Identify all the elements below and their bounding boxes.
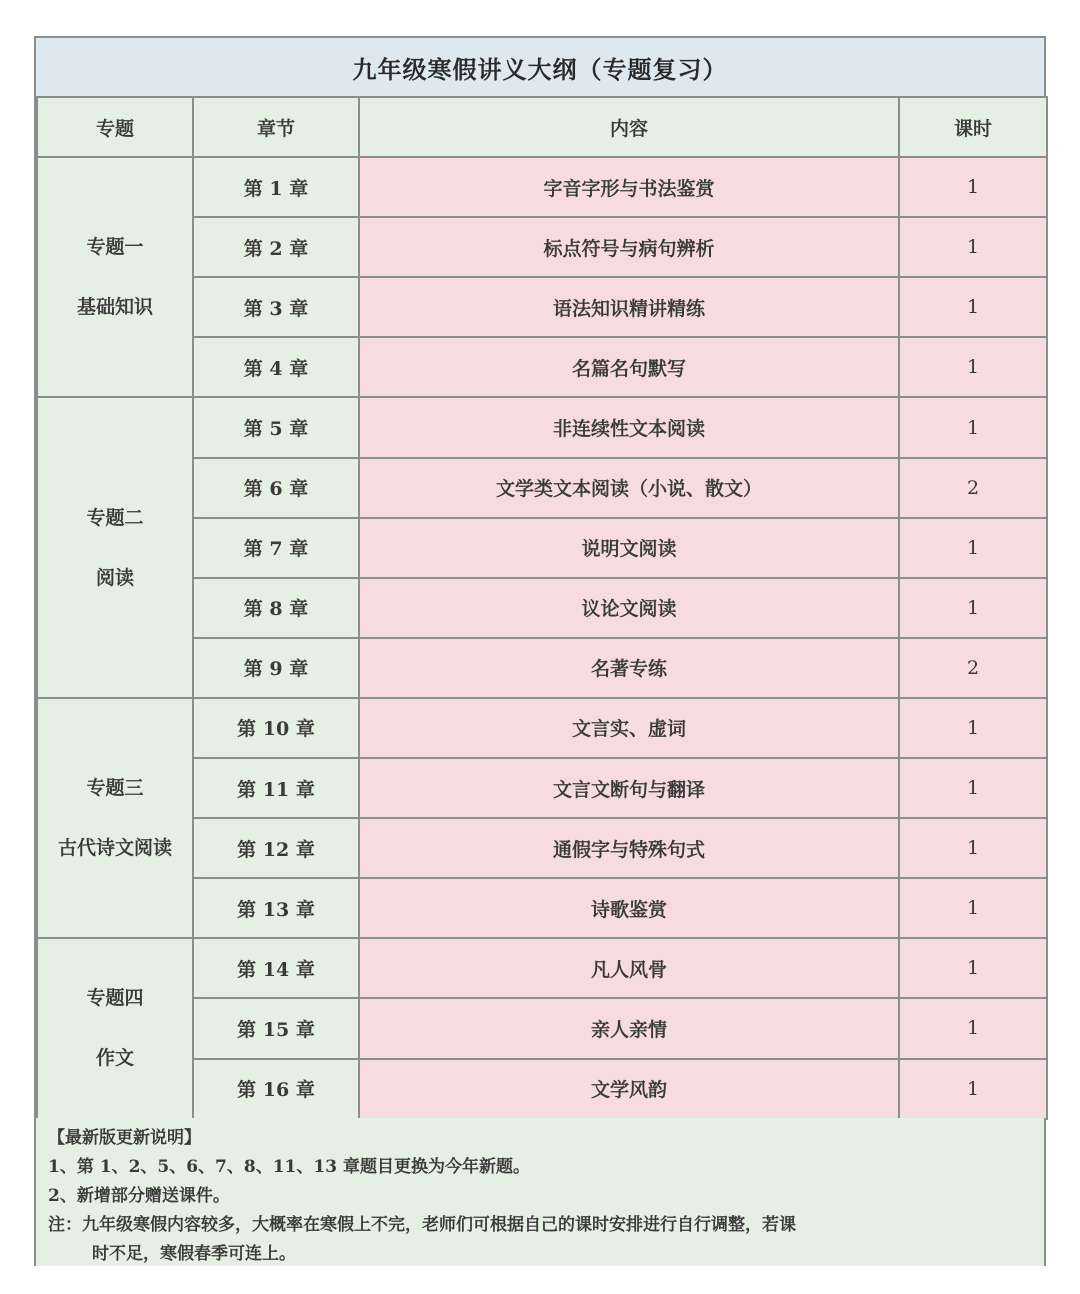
hours-cell: 1 xyxy=(899,157,1047,217)
chapter-cell: 第 7 章 xyxy=(193,518,359,578)
content-cell: 文学类文本阅读（小说、散文） xyxy=(359,458,899,518)
topic-cell-2 xyxy=(37,397,193,697)
hours-cell: 1 xyxy=(899,758,1047,818)
content-cell: 诗歌鉴赏 xyxy=(359,878,899,938)
chapter-cell: 第 5 章 xyxy=(193,397,359,457)
notes-remark-line-2: 时不足，寒假春季可连上。 xyxy=(92,1244,296,1264)
content-cell: 标点符号与病句辨析 xyxy=(359,217,899,277)
content-cell: 非连续性文本阅读 xyxy=(359,397,899,457)
chapter-cell: 第 3 章 xyxy=(193,277,359,337)
topic-cell-1 xyxy=(37,157,193,397)
content-cell: 议论文阅读 xyxy=(359,578,899,638)
hours-cell: 2 xyxy=(899,638,1047,698)
table-row xyxy=(37,938,1047,998)
topic-3-name: 专题三 xyxy=(86,777,144,800)
hours-cell: 1 xyxy=(899,217,1047,277)
content-cell: 凡人风骨 xyxy=(359,938,899,998)
chapter-cell: 第 10 章 xyxy=(193,698,359,758)
hours-cell: 2 xyxy=(899,458,1047,518)
topic-2-name: 专题二 xyxy=(86,506,144,529)
chapter-cell: 第 12 章 xyxy=(193,818,359,878)
content-cell: 字音字形与书法鉴赏 xyxy=(359,157,899,217)
topic-3-subject: 古代诗文阅读 xyxy=(57,837,172,860)
notes-item-2: 2、新增部分赠送课件。 xyxy=(48,1186,230,1206)
header-chapter: 章节 xyxy=(193,97,359,157)
topic-cell-3 xyxy=(37,698,193,938)
content-cell: 通假字与特殊句式 xyxy=(359,818,899,878)
table-row xyxy=(37,698,1047,758)
chapter-cell: 第 11 章 xyxy=(193,758,359,818)
chapter-cell: 第 15 章 xyxy=(193,998,359,1058)
update-notes xyxy=(36,1118,1044,1266)
topic-4-name: 专题四 xyxy=(86,987,144,1010)
notes-remark-line-1: 注：九年级寒假内容较多，大概率在寒假上不完，老师们可根据自己的课时安排进行自行调整，若课 xyxy=(48,1215,796,1235)
chapter-cell: 第 16 章 xyxy=(193,1059,359,1119)
content-cell: 文言文断句与翻译 xyxy=(359,758,899,818)
topic-1-subject: 基础知识 xyxy=(76,296,153,319)
header-topic: 专题 xyxy=(37,97,193,157)
hours-cell: 1 xyxy=(899,337,1047,397)
hours-cell: 1 xyxy=(899,578,1047,638)
document-title: 九年级寒假讲义大纲（专题复习） xyxy=(36,38,1044,98)
topic-4-subject: 作文 xyxy=(95,1047,134,1070)
outline-table xyxy=(36,96,1048,1120)
hours-cell: 1 xyxy=(899,878,1047,938)
hours-cell: 1 xyxy=(899,998,1047,1058)
hours-cell: 1 xyxy=(899,1059,1047,1119)
content-cell: 名著专练 xyxy=(359,638,899,698)
topic-2-subject: 阅读 xyxy=(95,566,134,589)
hours-cell: 1 xyxy=(899,277,1047,337)
chapter-cell: 第 1 章 xyxy=(193,157,359,217)
hours-cell: 1 xyxy=(899,397,1047,457)
notes-item-1: 1、第 1、2、5、6、7、8、11、13 章题目更换为今年新题。 xyxy=(48,1157,530,1177)
hours-cell: 1 xyxy=(899,698,1047,758)
hours-cell: 1 xyxy=(899,518,1047,578)
chapter-cell: 第 14 章 xyxy=(193,938,359,998)
content-cell: 文学风韵 xyxy=(359,1059,899,1119)
content-cell: 语法知识精讲精练 xyxy=(359,277,899,337)
content-cell: 亲人亲情 xyxy=(359,998,899,1058)
content-cell: 文言实、虚词 xyxy=(359,698,899,758)
outline-sheet xyxy=(34,36,1046,1266)
topic-cell-4 xyxy=(37,938,193,1118)
chapter-cell: 第 6 章 xyxy=(193,458,359,518)
table-row xyxy=(37,157,1047,217)
content-cell: 说明文阅读 xyxy=(359,518,899,578)
notes-heading: 【最新版更新说明】 xyxy=(48,1128,201,1148)
content-cell: 名篇名句默写 xyxy=(359,337,899,397)
chapter-cell: 第 2 章 xyxy=(193,217,359,277)
chapter-cell: 第 4 章 xyxy=(193,337,359,397)
table-header-row xyxy=(37,97,1047,157)
header-hours: 课时 xyxy=(899,97,1047,157)
hours-cell: 1 xyxy=(899,818,1047,878)
topic-1-name: 专题一 xyxy=(86,236,144,259)
header-content: 内容 xyxy=(359,97,899,157)
chapter-cell: 第 13 章 xyxy=(193,878,359,938)
chapter-cell: 第 9 章 xyxy=(193,638,359,698)
chapter-cell: 第 8 章 xyxy=(193,578,359,638)
hours-cell: 1 xyxy=(899,938,1047,998)
table-row xyxy=(37,397,1047,457)
